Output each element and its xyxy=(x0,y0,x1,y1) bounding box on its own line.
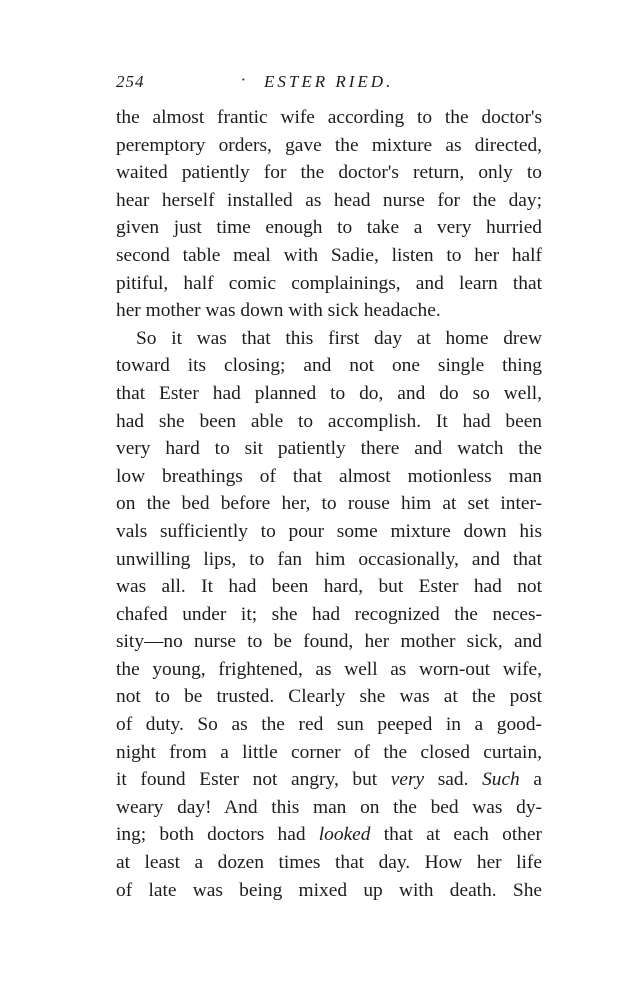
header-separator: · xyxy=(241,70,247,89)
text-line: pitiful, half comic complainings, and learn that xyxy=(116,272,542,294)
text-line: the young, frightened, as well as worn-out wife, xyxy=(116,658,542,680)
running-head xyxy=(116,72,536,96)
text-line: of duty. So as the red sun peeped in a good- xyxy=(116,714,542,736)
text-run: sad. xyxy=(424,769,483,791)
text-line: given just time enough to take a very hurried xyxy=(116,217,542,239)
text-run: ing; both doctors had xyxy=(116,824,319,846)
text-line: vals sufficiently to pour some mixture down his xyxy=(116,520,542,542)
text-run: a xyxy=(519,769,542,791)
page-number: 254 xyxy=(116,72,145,91)
text-line: at least a dozen times that day. How her life xyxy=(116,852,542,874)
text-line: low breathings of that almost motionless man xyxy=(116,465,542,487)
text-line: chafed under it; she had recognized the neces- xyxy=(116,603,542,625)
text-line: toward its closing; and not one single thing xyxy=(116,355,542,377)
italic-word: Such xyxy=(482,769,520,791)
text-line: peremptory orders, gave the mixture as directed, xyxy=(116,134,542,156)
text-line: waited patiently for the doctor's return, only to xyxy=(116,162,542,184)
text-line: of late was being mixed up with death. She xyxy=(116,879,542,901)
text-line: that Ester had planned to do, and do so well, xyxy=(116,382,542,404)
text-line: very hard to sit patiently there and watch the xyxy=(116,438,542,460)
text-line xyxy=(116,766,542,794)
body-text xyxy=(116,104,542,904)
text-line: not to be trusted. Clearly she was at the post xyxy=(116,686,542,708)
text-line: second table meal with Sadie, listen to her half xyxy=(116,244,542,266)
text-line xyxy=(116,821,542,849)
text-run: it found Ester not angry, but xyxy=(116,769,391,791)
paragraph-first-line: So it was that this first day at home drew xyxy=(136,327,542,349)
text-line: hear herself installed as head nurse for the day; xyxy=(116,189,542,211)
text-line: her mother was down with sick headache. xyxy=(116,300,441,322)
text-line: unwilling lips, to fan him occasionally, and that xyxy=(116,548,542,570)
italic-word: very xyxy=(390,769,425,791)
text-line: night from a little corner of the closed curtain, xyxy=(116,741,542,763)
text-run: that at each other xyxy=(370,824,542,846)
text-line: sity—no nurse to be found, her mother sick, and xyxy=(116,631,542,653)
text-line: weary day! And this man on the bed was dy- xyxy=(116,796,542,818)
italic-word: looked xyxy=(318,824,371,846)
text-line: on the bed before her, to rouse him at set inter- xyxy=(116,493,542,515)
running-title: ESTER RIED. xyxy=(264,72,394,91)
text-line: had she been able to accomplish. It had been xyxy=(116,410,542,432)
text-line: the almost frantic wife according to the doctor's xyxy=(116,107,542,128)
text-line: was all. It had been hard, but Ester had not xyxy=(116,576,542,598)
